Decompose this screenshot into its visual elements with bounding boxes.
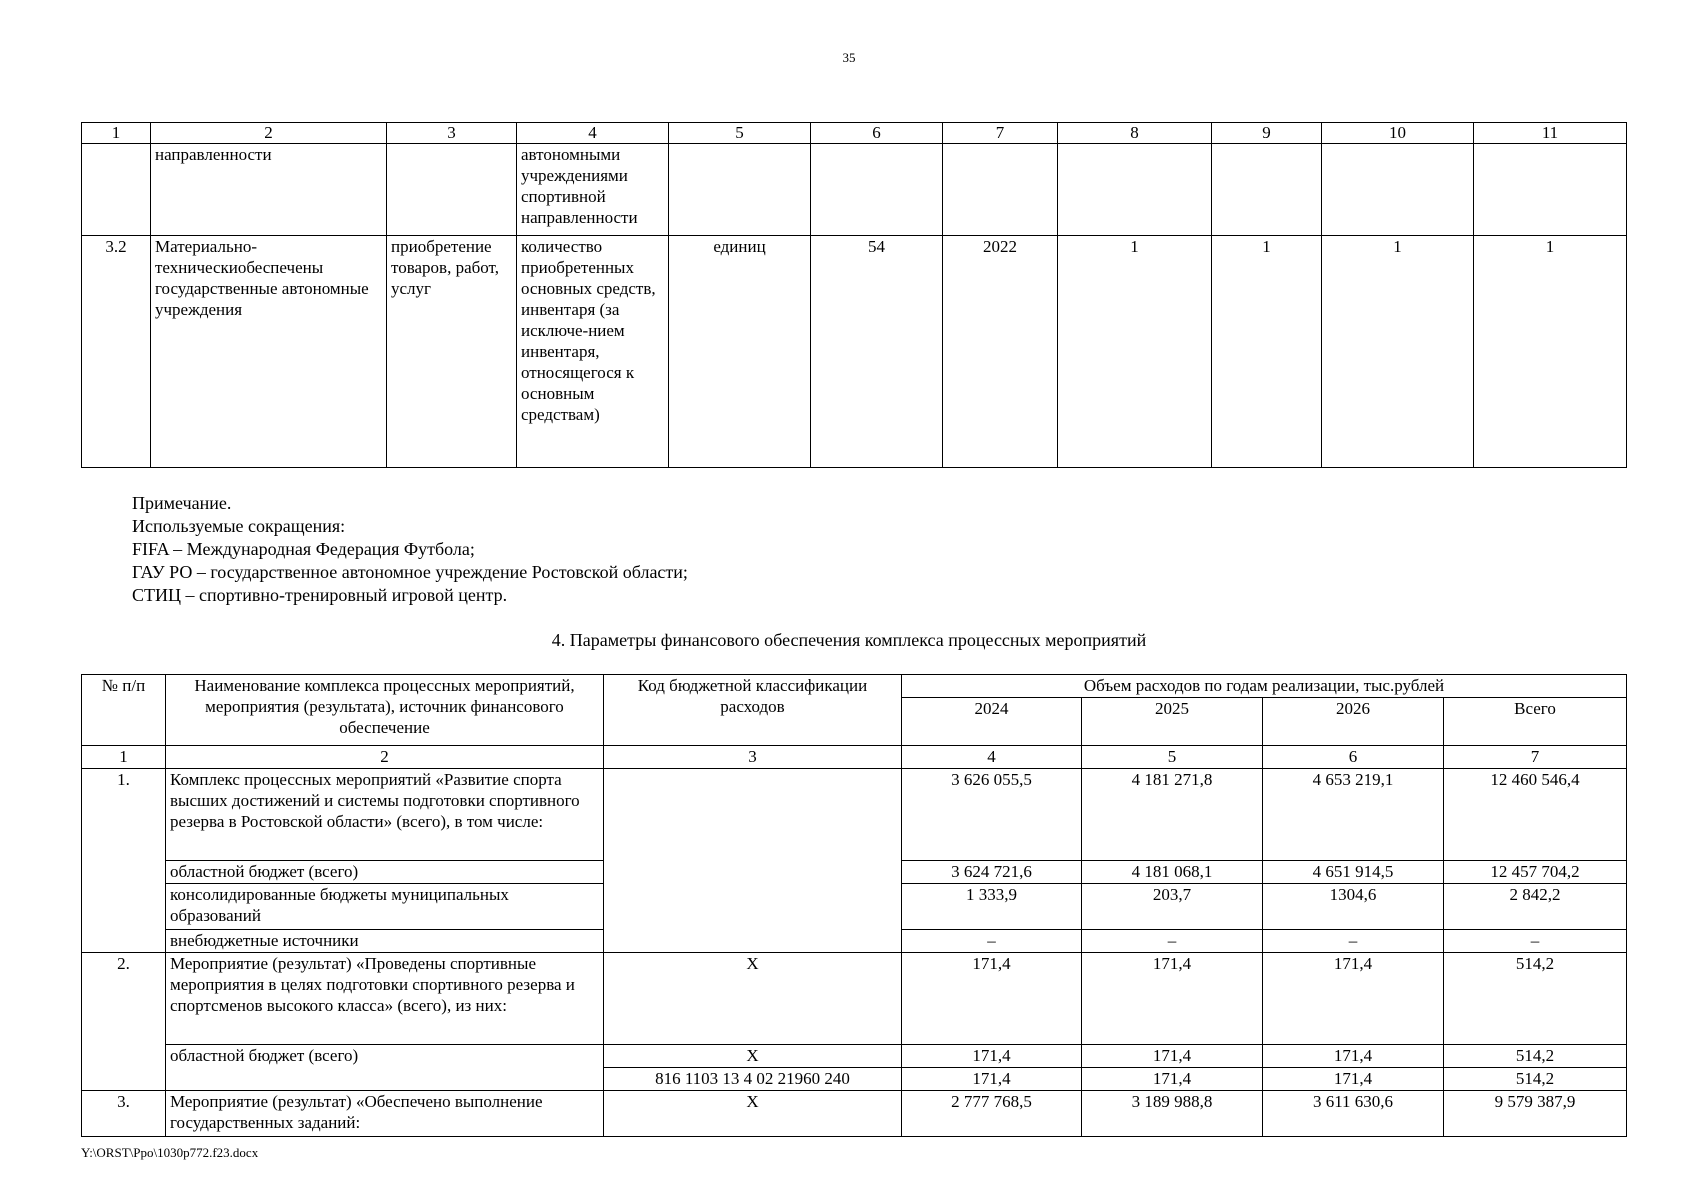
header-name: Наименование комплекса процессных мероприятий, мероприятия (результата), источник финансового обеспечение bbox=[166, 675, 604, 746]
col-number: 8 bbox=[1058, 123, 1212, 144]
col-number: 11 bbox=[1474, 123, 1627, 144]
value-cell: – bbox=[902, 930, 1082, 953]
value-cell: – bbox=[1263, 930, 1444, 953]
col-number: 6 bbox=[811, 123, 943, 144]
value-cell: 514,2 bbox=[1444, 953, 1627, 1045]
value-cell: 171,4 bbox=[902, 1045, 1082, 1068]
note-line: ГАУ РО – государственное автономное учреждение Ростовской области; bbox=[132, 562, 688, 582]
table-row bbox=[82, 144, 1627, 236]
table-cell bbox=[669, 144, 811, 236]
row-name: консолидированные бюджеты муниципальных образований bbox=[166, 884, 604, 930]
table-cell bbox=[1212, 144, 1322, 236]
table-cell bbox=[1474, 144, 1627, 236]
value-cell: 171,4 bbox=[1263, 953, 1444, 1045]
row-name: областной бюджет (всего) bbox=[166, 1045, 604, 1091]
table-cell bbox=[82, 144, 151, 236]
value-cell: 1 333,9 bbox=[902, 884, 1082, 930]
col-number: 4 bbox=[517, 123, 669, 144]
value-cell: 12 457 704,2 bbox=[1444, 861, 1627, 884]
note-line: Используемые сокращения: bbox=[132, 516, 346, 536]
value-cell: 3 626 055,5 bbox=[902, 769, 1082, 861]
value-cell: 171,4 bbox=[1082, 1068, 1263, 1091]
col-number: 4 bbox=[902, 746, 1082, 769]
col-number: 7 bbox=[1444, 746, 1627, 769]
value-cell: 514,2 bbox=[1444, 1045, 1627, 1068]
table-row bbox=[82, 1045, 1627, 1068]
table-header-row bbox=[82, 675, 1627, 698]
value-cell: 2 777 768,5 bbox=[902, 1091, 1082, 1137]
code-cell: Х bbox=[604, 1045, 902, 1068]
file-path-footer: Y:\ORST\Ppo\1030p772.f23.docx bbox=[81, 1145, 259, 1160]
value-cell: – bbox=[1444, 930, 1627, 953]
indicator-description: количество приобретенных основных средств, инвентаря (за исключе-нием инвентаря, относящегося к основным средствам) bbox=[517, 236, 669, 468]
value-cell: 2 842,2 bbox=[1444, 884, 1627, 930]
financing-table bbox=[81, 674, 1627, 1137]
header-code: Код бюджетной классификации расходов bbox=[604, 675, 902, 746]
note-block bbox=[132, 492, 688, 607]
table-cell: направленности bbox=[151, 144, 387, 236]
header-volume: Объем расходов по годам реализации, тыс.рублей bbox=[902, 675, 1627, 698]
base-value: 54 bbox=[811, 236, 943, 468]
value-cell: 12 460 546,4 bbox=[1444, 769, 1627, 861]
value-cell: 3 624 721,6 bbox=[902, 861, 1082, 884]
value-cell: 514,2 bbox=[1444, 1068, 1627, 1091]
col-number: 3 bbox=[604, 746, 902, 769]
row-number: 3. bbox=[82, 1091, 166, 1137]
row-name: внебюджетные источники bbox=[166, 930, 604, 953]
value-cell: 171,4 bbox=[1082, 1045, 1263, 1068]
table-cell bbox=[811, 144, 943, 236]
note-line: Примечание. bbox=[132, 493, 232, 513]
value-cell: 4 181 068,1 bbox=[1082, 861, 1263, 884]
col-number: 7 bbox=[943, 123, 1058, 144]
base-year: 2022 bbox=[943, 236, 1058, 468]
value-cell: 4 181 271,8 bbox=[1082, 769, 1263, 861]
col-number: 10 bbox=[1322, 123, 1474, 144]
code-cell bbox=[604, 769, 902, 953]
header-number: № п/п bbox=[82, 675, 166, 746]
note-line: СТИЦ – спортивно-тренировный игровой центр. bbox=[132, 585, 508, 605]
table-row bbox=[82, 1091, 1627, 1137]
indicators-table bbox=[81, 122, 1627, 468]
row-number: 2. bbox=[82, 953, 166, 1091]
row-number: 1. bbox=[82, 769, 166, 953]
table-row bbox=[82, 236, 1627, 468]
col-number: 2 bbox=[166, 746, 604, 769]
note-line: FIFA – Международная Федерация Футбола; bbox=[132, 539, 475, 559]
code-cell: Х bbox=[604, 953, 902, 1045]
value-cell: 171,4 bbox=[1263, 1068, 1444, 1091]
table-cell bbox=[1322, 144, 1474, 236]
value-cell: 1 bbox=[1058, 236, 1212, 468]
table-row bbox=[82, 769, 1627, 861]
col-number: 2 bbox=[151, 123, 387, 144]
row-name: областной бюджет (всего) bbox=[166, 861, 604, 884]
table-cell: автономными учреждениями спортивной направленности bbox=[517, 144, 669, 236]
header-total: Всего bbox=[1444, 698, 1627, 746]
column-numbers-row bbox=[82, 746, 1627, 769]
header-year: 2025 bbox=[1082, 698, 1263, 746]
value-cell: 171,4 bbox=[1263, 1045, 1444, 1068]
section-title: 4. Параметры финансового обеспечения комплекса процессных мероприятий bbox=[551, 630, 1147, 650]
unit: единиц bbox=[669, 236, 811, 468]
col-number: 5 bbox=[669, 123, 811, 144]
code-cell: 816 1103 13 4 02 21960 240 bbox=[604, 1068, 902, 1091]
result-name: Материально-техническиобеспечены государственные автономные учреждения bbox=[151, 236, 387, 468]
value-cell: 3 611 630,6 bbox=[1263, 1091, 1444, 1137]
row-number: 3.2 bbox=[82, 236, 151, 468]
header-year: 2026 bbox=[1263, 698, 1444, 746]
col-number: 9 bbox=[1212, 123, 1322, 144]
value-cell: 171,4 bbox=[1082, 953, 1263, 1045]
value-cell: 1 bbox=[1212, 236, 1322, 468]
value-cell: 3 189 988,8 bbox=[1082, 1091, 1263, 1137]
code-cell: Х bbox=[604, 1091, 902, 1137]
value-cell: 4 651 914,5 bbox=[1263, 861, 1444, 884]
row-name: Комплекс процессных мероприятий «Развитие спорта высших достижений и системы подготовки спортивного резерва в Ростовской области» (всего), в том числе: bbox=[166, 769, 604, 861]
table-cell bbox=[387, 144, 517, 236]
value-cell: 203,7 bbox=[1082, 884, 1263, 930]
col-number: 1 bbox=[82, 123, 151, 144]
value-cell: 1304,6 bbox=[1263, 884, 1444, 930]
row-name: Мероприятие (результат) «Обеспечено выполнение государственных заданий: bbox=[166, 1091, 604, 1137]
col-number: 5 bbox=[1082, 746, 1263, 769]
result-type: приобретение товаров, работ, услуг bbox=[387, 236, 517, 468]
value-cell: 1 bbox=[1474, 236, 1627, 468]
value-cell: 1 bbox=[1322, 236, 1474, 468]
col-number: 3 bbox=[387, 123, 517, 144]
value-cell: 9 579 387,9 bbox=[1444, 1091, 1627, 1137]
table-row bbox=[82, 953, 1627, 1045]
value-cell: 4 653 219,1 bbox=[1263, 769, 1444, 861]
col-number: 6 bbox=[1263, 746, 1444, 769]
row-name: Мероприятие (результат) «Проведены спортивные мероприятия в целях подготовки спортивного резерва и спортсменов высокого класса» (всего), из них: bbox=[166, 953, 604, 1045]
header-year: 2024 bbox=[902, 698, 1082, 746]
page-number: 35 bbox=[842, 50, 856, 65]
table-header-row bbox=[82, 123, 1627, 144]
value-cell: – bbox=[1082, 930, 1263, 953]
value-cell: 171,4 bbox=[902, 1068, 1082, 1091]
table-cell bbox=[943, 144, 1058, 236]
table-cell bbox=[1058, 144, 1212, 236]
value-cell: 171,4 bbox=[902, 953, 1082, 1045]
col-number: 1 bbox=[82, 746, 166, 769]
